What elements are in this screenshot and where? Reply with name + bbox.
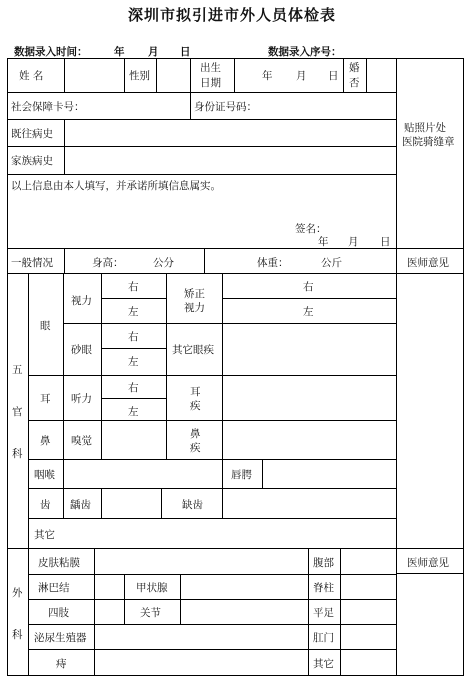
nose-disease-line2: 疾 [190, 442, 201, 454]
section-char-2: 官 [12, 406, 23, 418]
limbs-label: 四肢 [48, 607, 69, 619]
gender-field[interactable] [156, 60, 190, 92]
lips-label: 唇腭 [231, 469, 252, 481]
trachoma-label: 砂眼 [71, 344, 92, 356]
past-history-label: 既往病史 [11, 128, 53, 140]
trachoma-left-label: 左 [128, 356, 139, 368]
id-card-label: 身份证号码： [194, 101, 257, 113]
ear-label: 耳 [40, 393, 51, 405]
entry-month-label: 月 [148, 46, 159, 58]
joints-label: 关节 [140, 607, 161, 619]
nose-label: 鼻 [40, 435, 51, 447]
photo-label-line1: 贴照片处 [404, 122, 446, 134]
nose-disease-line1: 鼻 [190, 428, 201, 440]
section-char-3: 科 [12, 448, 23, 460]
throat-label: 咽喉 [34, 469, 55, 481]
height-label: 身高： [92, 257, 124, 269]
teeth-label: 齿 [40, 499, 51, 511]
lymph-label: 淋巴结 [38, 582, 70, 594]
other-eye-label: 其它眼疾 [172, 344, 214, 356]
doctor-opinion-general: 医师意见 [407, 257, 449, 269]
section-char-1: 五 [12, 364, 23, 376]
spine-label: 脊柱 [313, 582, 334, 594]
weight-label: 体重： [257, 257, 289, 269]
corrected-right-label: 右 [303, 281, 314, 293]
vision-right-label: 右 [128, 281, 139, 293]
sign-month-label: 月 [348, 236, 359, 248]
missing-teeth-label: 缺齿 [182, 499, 203, 511]
birth-label-line1: 出生 [200, 62, 221, 74]
corrected-left-label: 左 [303, 306, 314, 318]
name-field[interactable] [64, 60, 124, 92]
trachoma-right-label: 右 [128, 331, 139, 343]
declaration-text: 以上信息由本人填写，并承诺所填信息属实。 [11, 180, 221, 192]
thyroid-label: 甲状腺 [136, 582, 168, 594]
entry-year-label: 年 [114, 46, 125, 58]
facial-other-label: 其它 [34, 529, 55, 541]
photo-label-line2: 医院骑缝章 [402, 136, 455, 148]
birth-day-label: 日 [328, 70, 339, 82]
abdomen-label: 腹部 [313, 557, 334, 569]
anus-label: 肛门 [313, 632, 334, 644]
height-unit: 公分 [153, 257, 174, 269]
marriage-label-line1: 婚 [349, 62, 360, 74]
serial-label: 数据录入序号： [268, 46, 342, 58]
smell-label: 嗅觉 [71, 435, 92, 447]
gender-label: 性别 [129, 70, 150, 82]
hearing-label: 听力 [71, 393, 92, 405]
skin-label: 皮肤粘膜 [38, 557, 80, 569]
signature-label: 签名： [295, 223, 327, 235]
family-history-label: 家族病史 [11, 155, 53, 167]
surgery-other-label: 其它 [313, 658, 334, 670]
name-label: 姓 名 [19, 70, 44, 82]
entry-time-label: 数据录入时间： [14, 46, 88, 58]
corrected-label-line2: 视力 [184, 302, 205, 314]
family-history-field[interactable] [65, 148, 395, 173]
hearing-left-label: 左 [128, 406, 139, 418]
marriage-field[interactable] [367, 60, 395, 92]
form-title: 深圳市拟引进市外人员体检表 [127, 6, 336, 24]
ear-disease-line1: 耳 [190, 386, 201, 398]
corrected-label-line1: 矫正 [184, 288, 205, 300]
surgery-char-2: 科 [12, 629, 23, 641]
vision-label: 视力 [71, 295, 92, 307]
flatfoot-label: 平足 [313, 607, 334, 619]
caries-label: 龋齿 [70, 499, 91, 511]
sign-day-label: 日 [380, 236, 391, 248]
birth-month-label: 月 [296, 70, 307, 82]
birth-label-line2: 日期 [200, 77, 221, 89]
general-label: 一般情况 [11, 257, 53, 269]
vision-left-label: 左 [128, 306, 139, 318]
sign-year-label: 年 [318, 236, 329, 248]
doctor-opinion-surgery: 医师意见 [407, 557, 449, 569]
hemorrhoid-label: 痔 [56, 658, 67, 670]
surgery-char-1: 外 [12, 587, 23, 599]
urogenital-label: 泌尿生殖器 [34, 632, 87, 644]
entry-day-label: 日 [180, 46, 191, 58]
hearing-right-label: 右 [128, 382, 139, 394]
weight-unit: 公斤 [321, 257, 342, 269]
birth-year-label: 年 [262, 70, 273, 82]
marriage-label-line2: 否 [349, 77, 360, 89]
eye-label: 眼 [40, 320, 51, 332]
past-history-field[interactable] [65, 121, 395, 145]
ear-disease-line2: 疾 [190, 400, 201, 412]
social-security-label: 社会保障卡号： [11, 101, 85, 113]
